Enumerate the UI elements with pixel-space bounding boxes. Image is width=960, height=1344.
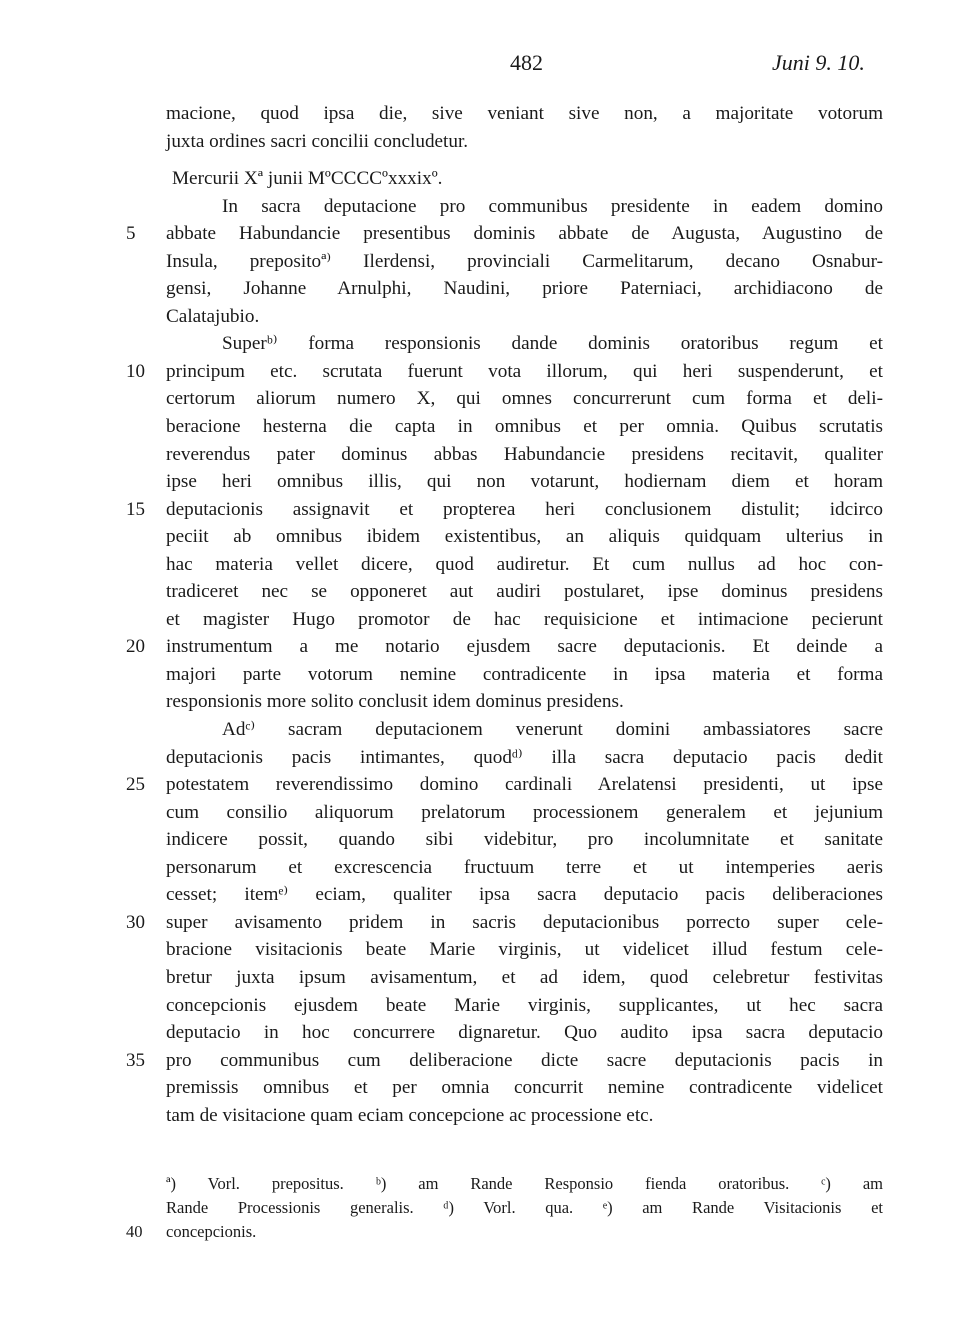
line-text: hac materia vellet dicere, quod audiretur. Et cum nullus ad hoc con- [166,553,883,575]
text-line [0,578,960,606]
line-text: certorum aliorum numero X, qui omnes concurrerunt cum forma et deli- [166,388,883,410]
text-line [0,413,960,441]
page-header [0,50,960,84]
text-line [0,771,960,799]
text-line [0,799,960,827]
line-number: 40 [126,1222,143,1241]
line-text: Mercurii Xª junii MºCCCCºxxxixº. [172,168,443,190]
line-text: et magister Hugo promotor de hac requisicione et intimacione pecierunt [166,608,883,630]
line-text: deputacio in hoc concurrere dignaretur. Quo audito ipsa sacra deputacio [166,1022,883,1044]
line-text: bretur juxta ipsum avisamentum, et ad idem, quod celebretur festivitas [166,966,883,988]
text-line [0,100,960,128]
line-number: 15 [126,498,145,520]
line-text: deputacionis assignavit et propterea heri conclusionem distulit; idcirco [166,498,883,520]
text-line [0,881,960,909]
line-text: beracione hesterna die capta in omnibus et per omnia. Quibus scrutatis [166,416,883,438]
line-number: 20 [126,636,145,658]
line-number: 30 [126,911,145,933]
line-text: personarum et excrescencia fructuum terre et ut intemperies aeris [166,856,883,878]
line-text: abbate Habundancie presentibus dominis abbate de Augusta, Augustino de [166,223,883,245]
line-number: 10 [126,360,145,382]
text-line [0,606,960,634]
text-line [0,1047,960,1075]
footnote-line [0,1172,960,1196]
paragraph-gap [0,155,960,165]
line-text: Superᵇ⁾ forma responsionis dande dominis oratoribus regum et [222,333,883,355]
text-line [0,744,960,772]
text-line [0,128,960,156]
text-line [0,193,960,221]
line-text: reverendus pater dominus abbas Habundancie presidens recitavit, qualiter [166,443,883,465]
text-line [0,441,960,469]
line-text: principum etc. scrutata fuerunt vota illorum, qui heri suspenderunt, et [166,360,883,382]
line-text: Calatajubio. [166,305,260,327]
line-text: peciit ab omnibus ibidem existentibus, an aliquis quidquam ulterius in [166,526,883,548]
line-number: 5 [126,223,136,245]
text-line [0,330,960,358]
text-line [0,165,960,193]
line-text: premissis omnibus et per omnia concurrit nemine contradicente videlicet [166,1077,883,1099]
page-number: 482 [510,50,543,75]
text-line [0,303,960,331]
line-text: macione, quod ipsa die, sive veniant sive non, a majoritate votorum [166,103,883,124]
footnote-line [0,1220,960,1244]
line-text: tam de visitacione quam eciam concepcione ac processione etc. [166,1104,654,1126]
footnote-text: concepcionis. [166,1222,257,1241]
footnote-line [0,1196,960,1220]
line-text: cesset; itemᵉ⁾ eciam, qualiter ipsa sacra deputacio pacis deliberaciones [166,884,883,906]
text-line [0,551,960,579]
footnote-text: ª) Vorl. prepositus. ᵇ) am Rande Responsio fienda oratoribus. ᶜ) am [166,1174,883,1193]
line-text: responsionis more solito conclusit idem dominus presidens. [166,691,624,713]
text-line [0,220,960,248]
text-line [0,496,960,524]
line-text: juxta ordines sacri concilii concludetur. [166,130,469,152]
text-line [0,358,960,386]
text-line [0,909,960,937]
line-number: 25 [126,774,145,796]
text-line [0,1019,960,1047]
text-line [0,633,960,661]
text-line [0,1102,960,1130]
main-text [0,100,960,1129]
footnotes [0,1172,960,1244]
line-text: bracione visitacionis beate Marie virginis, ut videlicet illud festum cele- [166,939,883,961]
line-text: cum consilio aliquorum prelatorum processionem generalem et jejunium [166,801,883,823]
line-text: Insula, prepositoª⁾ Ilerdensi, provinciali Carmelitarum, decano Osnabur- [166,250,883,272]
text-line [0,1074,960,1102]
line-text: Adᶜ⁾ sacram deputacionem venerunt domini ambassiatores sacre [222,719,883,741]
line-text: tradiceret nec se opponeret aut audiri postularet, ipse dominus presidens [166,581,883,603]
running-date: Juni 9. 10. [772,50,865,75]
text-line [0,523,960,551]
text-line [0,854,960,882]
line-text: gensi, Johanne Arnulphi, Naudini, priore Paterniaci, archidiacono de [166,278,883,300]
line-text: instrumentum a me notario ejusdem sacre deputacionis. Et deinde a [166,636,883,658]
line-text: potestatem reverendissimo domino cardinali Arelatensi presidenti, ut ipse [166,774,883,796]
line-text: concepcionis ejusdem beate Marie virginis, supplicantes, ut hec sacra [166,994,883,1016]
text-line [0,248,960,276]
text-line [0,385,960,413]
text-line [0,275,960,303]
text-line [0,661,960,689]
text-line [0,716,960,744]
text-line [0,992,960,1020]
text-line [0,468,960,496]
line-text: indicere possit, quando sibi videbitur, pro incolumnitate et sanitate [166,829,883,851]
line-text: majori parte votorum nemine contradicente in ipsa materia et forma [166,663,883,685]
line-text: In sacra deputacione pro communibus presidente in eadem domino [222,195,883,217]
text-line [0,826,960,854]
text-line [0,688,960,716]
line-text: super avisamento pridem in sacris deputacionibus porrecto super cele- [166,911,883,933]
text-line [0,936,960,964]
line-text: pro communibus cum deliberacione dicte sacre deputacionis pacis in [166,1049,883,1071]
line-text: ipse heri omnibus illis, qui non votarunt, hodiernam diem et horam [166,471,883,493]
text-line [0,964,960,992]
line-number: 35 [126,1049,145,1071]
footnote-text: Rande Processionis generalis. ᵈ) Vorl. qua. ᵉ) am Rande Visitacionis et [166,1198,883,1217]
line-text: deputacionis pacis intimantes, quodᵈ⁾ illa sacra deputacio pacis dedit [166,746,883,768]
